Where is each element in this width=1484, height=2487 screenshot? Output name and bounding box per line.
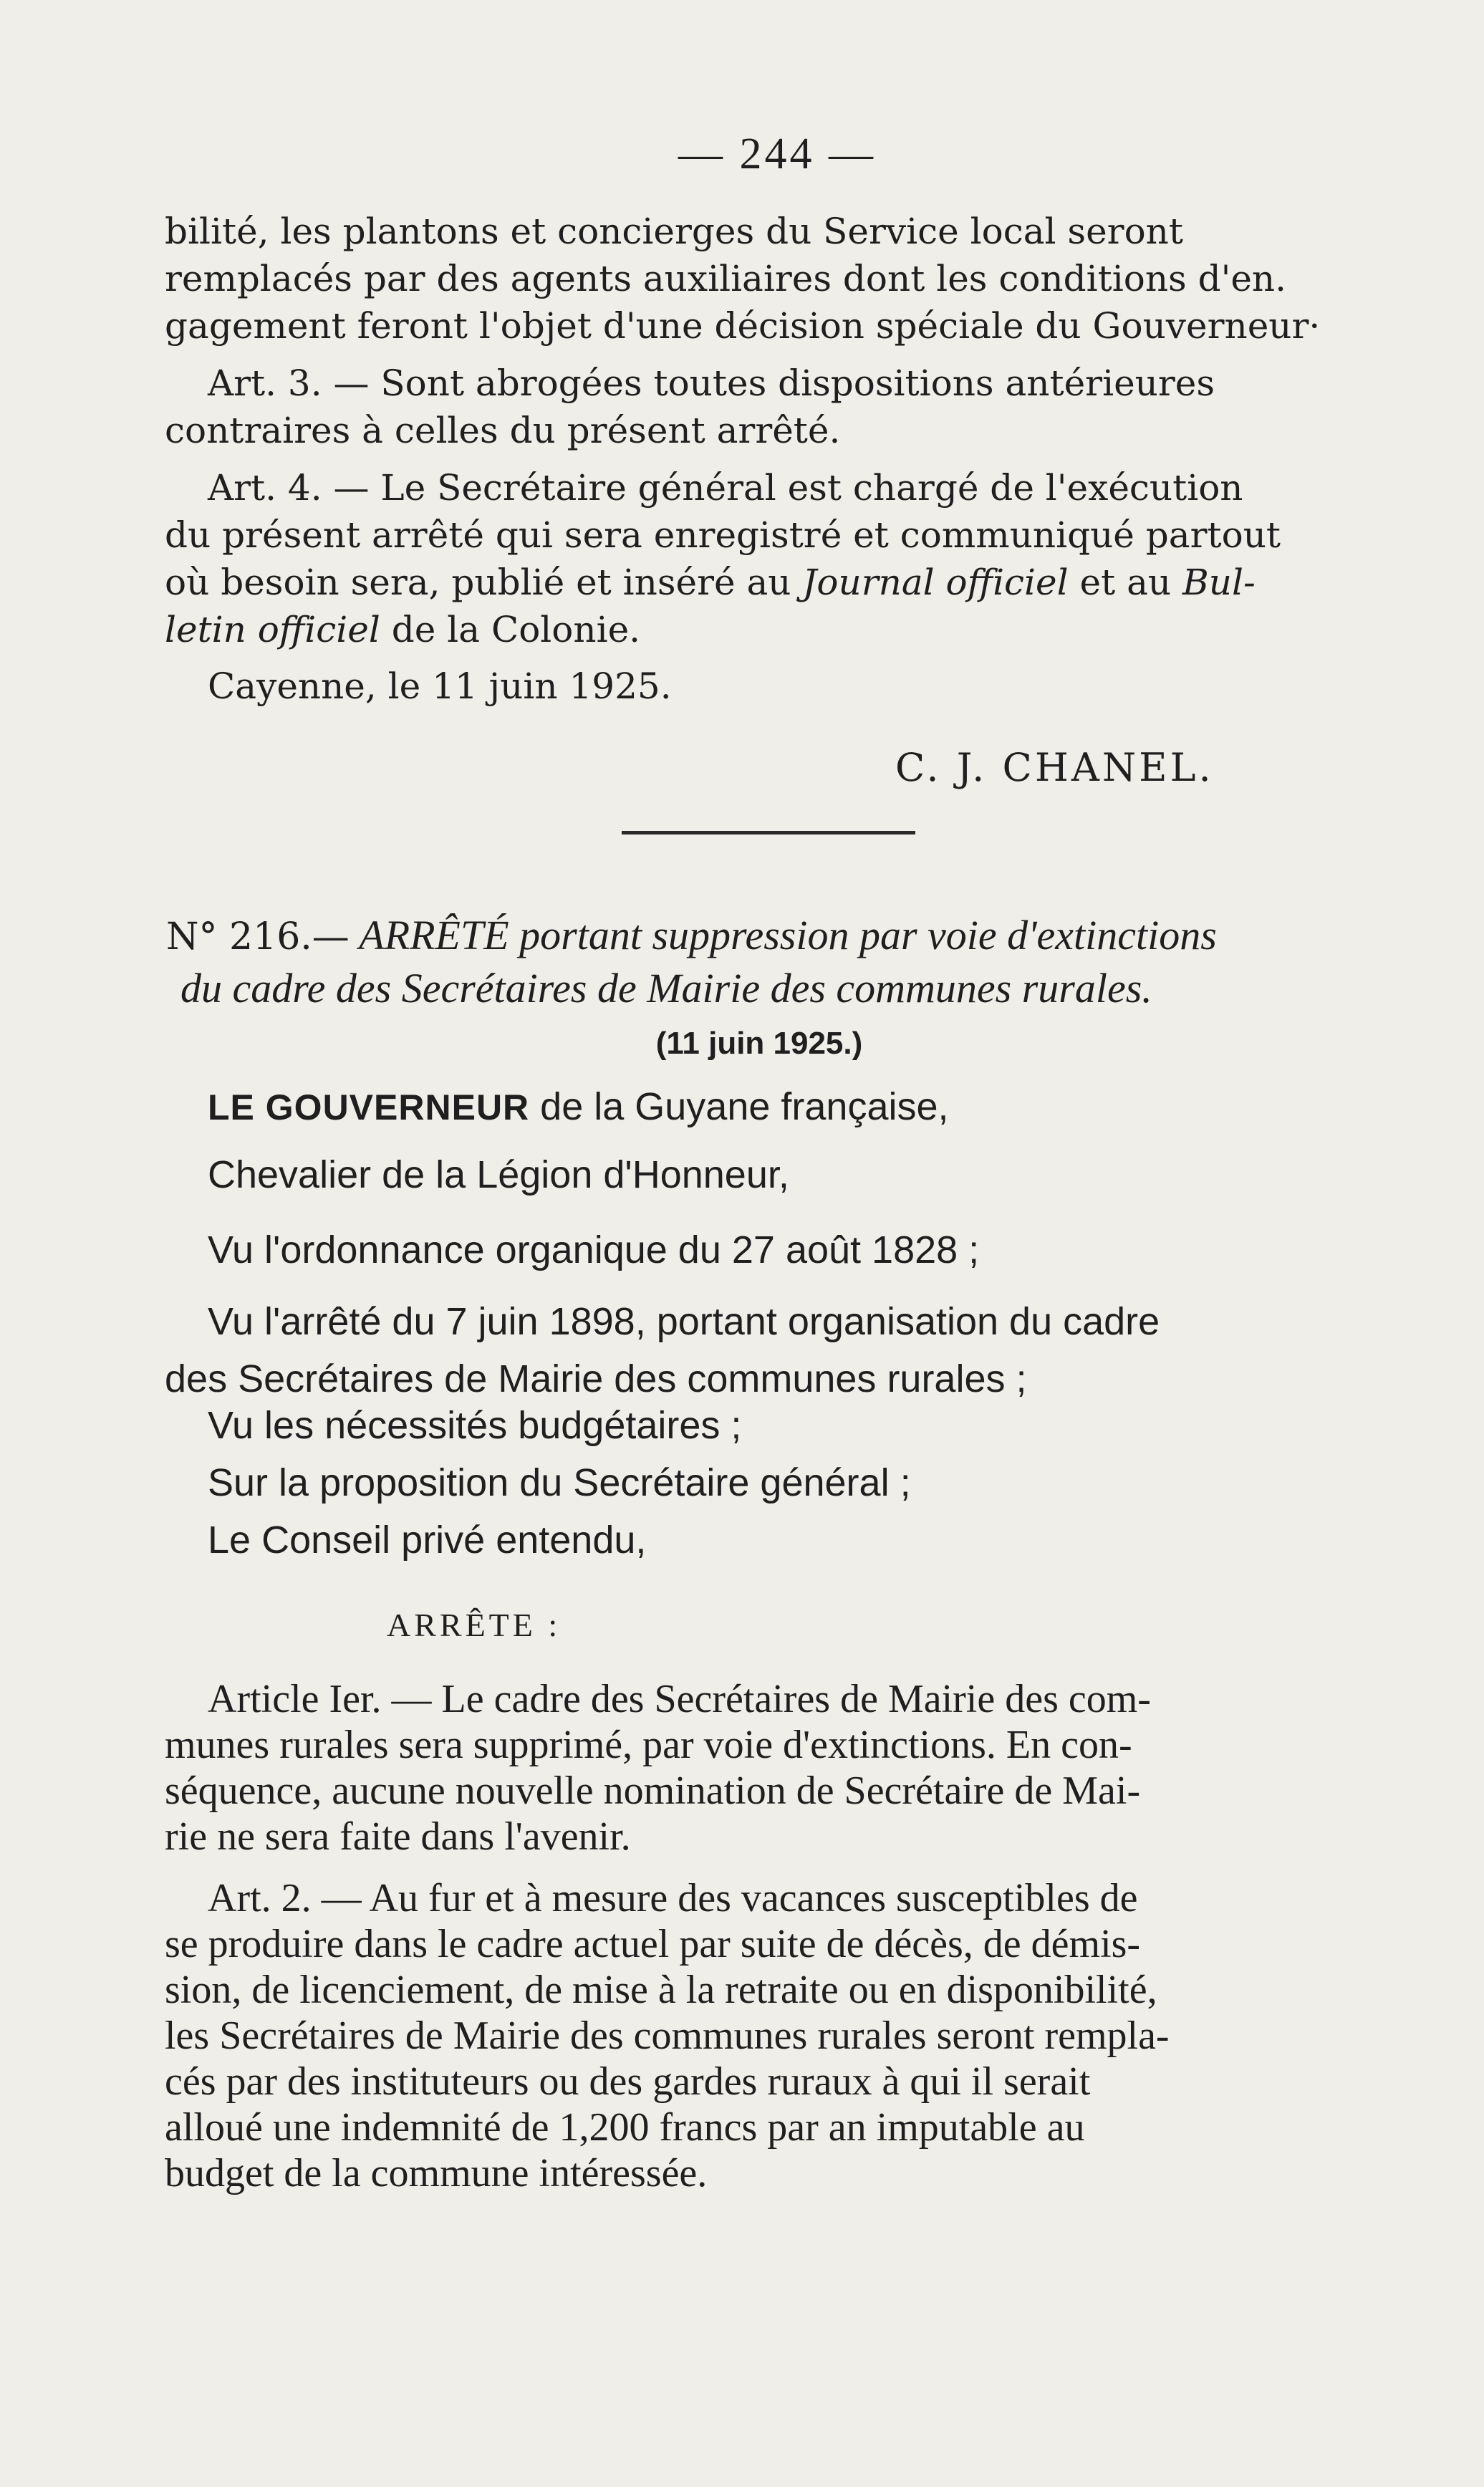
signature: C. J. CHANEL.: [895, 745, 1214, 790]
bulletin-title-part: Bul-: [1182, 562, 1256, 603]
text-line: cés par des instituteurs ou des gardes ruraux à qui il serait: [165, 2059, 1091, 2104]
text-line: des Secrétaires de Mairie des communes rurales ;: [165, 1357, 1027, 1400]
article-1: [165, 1676, 1375, 1860]
article-4: [165, 464, 1375, 653]
text-line: du présent arrêté qui sera enregistré et communiqué partout: [165, 514, 1281, 556]
text-line: budget de la commune intéressée.: [165, 2151, 708, 2195]
text-line: Art. 3. — Sont abrogées toutes dispositions antérieures: [208, 362, 1215, 404]
text-line: [165, 606, 1375, 653]
gouverneur-line: [208, 1078, 1418, 1136]
bulletin-title-part: letin officiel: [165, 609, 380, 650]
vu-arrete: [165, 1293, 1375, 1408]
vu-budget: Vu les nécessités budgétaires ;: [208, 1404, 742, 1447]
text-line: alloué une indemnité de 1,200 francs par an imputable au: [165, 2105, 1085, 2150]
text-line: bilité, les plantons et concierges du Service local seront: [165, 211, 1183, 252]
text-segment: de la Colonie.: [380, 609, 641, 650]
text-line: Art. 4. — Le Secrétaire général est chargé de l'exécution: [208, 467, 1243, 509]
text-segment: de la Guyane française,: [529, 1085, 949, 1128]
decree-title-line: du cadre des Secrétaires de Mairie des communes rurales.: [180, 965, 1152, 1011]
text-line: les Secrétaires de Mairie des communes rurales seront rempla-: [165, 2014, 1170, 2058]
text-segment: où besoin sera, publié et inséré au: [165, 562, 803, 603]
text-line: sion, de licenciement, de mise à la retraite ou en disponibilité,: [165, 1968, 1157, 2012]
text-line: contraires à celles du présent arrêté.: [165, 410, 841, 451]
decree-date: (11 juin 1925.): [655, 1026, 863, 1061]
text-line: [165, 559, 1375, 606]
decree-title: [166, 910, 1377, 1014]
text-segment: et au: [1068, 562, 1183, 603]
article-2: [165, 1875, 1375, 2196]
decree-number: N° 216.—: [166, 915, 350, 958]
place-date: Cayenne, le 11 juin 1925.: [208, 665, 672, 707]
text-line: munes rurales sera supprimé, par voie d'extinctions. En con-: [165, 1723, 1132, 1767]
text-line: gagement feront l'objet d'une décision spéciale du Gouverneur·: [165, 305, 1321, 347]
conseil-line: Le Conseil privé entendu,: [208, 1519, 647, 1562]
text-line: remplacés par des agents auxiliaires dont les conditions d'en.: [165, 258, 1287, 299]
chevalier-line: Chevalier de la Légion d'Honneur,: [208, 1153, 789, 1196]
text-line: Article Ier. — Le cadre des Secrétaires de Mairie des com-: [208, 1677, 1151, 1721]
text-line: se produire dans le cadre actuel par suite de décès, de démis-: [165, 1922, 1141, 1966]
gouverneur-label: LE GOUVERNEUR: [208, 1087, 530, 1127]
text-line: Vu l'arrêté du 7 juin 1898, portant organisation du cadre: [208, 1300, 1160, 1343]
journal-title: Journal officiel: [802, 562, 1069, 603]
text-line: rie ne sera faite dans l'avenir.: [165, 1814, 631, 1859]
arrete-heading: ARRÊTE :: [387, 1607, 562, 1643]
continuation-paragraph: [165, 208, 1375, 350]
sur-proposition: Sur la proposition du Secrétaire général ;: [208, 1461, 911, 1504]
decree-title-line: ARRÊTÉ portant suppression par voie d'extinctions: [349, 912, 1217, 958]
text-line: Art. 2. — Au fur et à mesure des vacances susceptibles de: [208, 1876, 1138, 1920]
page-number: — 244 —: [678, 130, 876, 178]
article-3: [165, 360, 1375, 454]
separator-rule: [622, 831, 915, 834]
vu-ordonnance: Vu l'ordonnance organique du 27 août 1828 ;: [208, 1228, 980, 1271]
text-line: séquence, aucune nouvelle nomination de Secrétaire de Mai-: [165, 1769, 1141, 1813]
